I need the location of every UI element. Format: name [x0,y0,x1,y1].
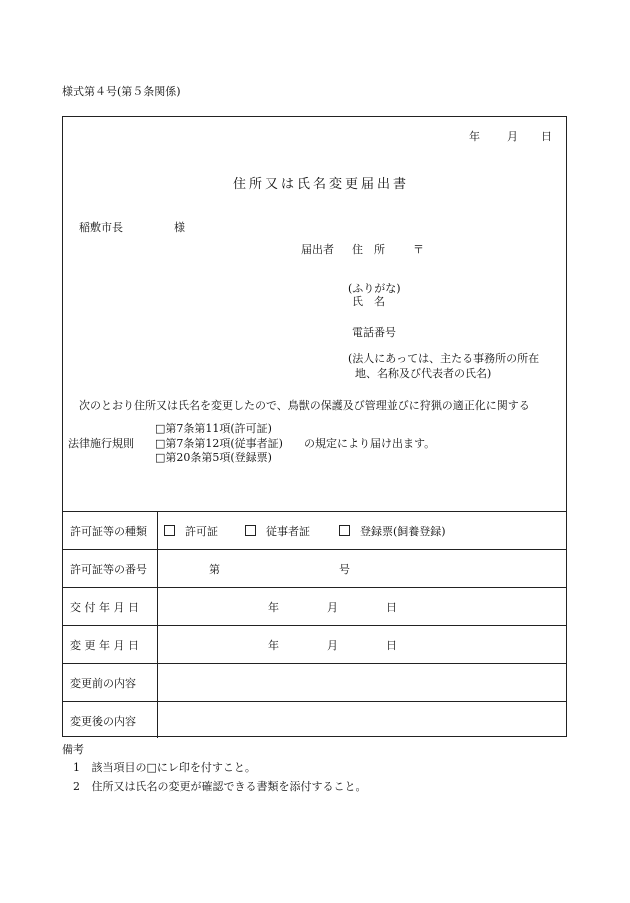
notes-heading: 備考 [62,743,84,756]
addressee-honorific: 様 [174,221,185,234]
issue-date-label: 交 付 年 月 日 [70,601,139,614]
permit-type-option-registration[interactable]: 登録票(飼養登録) [339,523,446,539]
statement-line1: 次のとおり住所又は氏名を変更したので、鳥獣の保護及び管理並びに狩猟の適正化に関する [79,399,530,412]
permit-number-suffix: 号 [339,563,350,576]
date-year-label: 年 [469,130,480,143]
corporate-note-line1: (法人にあっては、主たる事務所の所在 [348,352,540,365]
phone-label: 電話番号 [352,326,396,339]
note-text: 該当項目の□にレ印を付すこと。 [91,761,256,774]
change-date-month: 月 [327,639,338,652]
furigana-label: (ふりがな) [348,282,401,295]
date-month-label: 月 [507,130,518,143]
issue-date-day: 日 [386,601,397,614]
table-rule [63,625,566,626]
postal-mark: 〒 [413,243,424,256]
form-frame [62,116,567,737]
change-date-day: 日 [386,639,397,652]
table-rule [63,701,566,702]
checkbox-icon[interactable] [164,525,175,536]
note-number: 1 [73,761,80,774]
note-text: 住所又は氏名の変更が確認できる書類を添付すること。 [91,780,367,793]
address-label: 住 所 [352,243,385,256]
table-column-divider [157,511,158,738]
permit-number-prefix: 第 [209,563,220,576]
addressee-name: 稲敷市長 [79,221,123,234]
statement-option-2[interactable]: □第7条第12項(従事者証) [155,437,283,450]
note-item-2 [73,778,367,794]
checkbox-icon[interactable] [339,525,350,536]
statement-option-3[interactable]: □第20条第5項(登録票) [155,451,272,464]
date-day-label: 日 [541,130,552,143]
corporate-note-line2: 地、名称及び代表者の氏名) [355,367,492,380]
checkbox-icon[interactable] [245,525,256,536]
form-number-label: 様式第４号(第５条関係) [62,85,181,98]
permit-type-label: 許可証等の種類 [70,525,147,538]
after-content-label: 変更後の内容 [70,715,136,728]
before-content-label: 変更前の内容 [70,677,136,690]
issue-date-year: 年 [268,601,279,614]
table-rule [63,587,566,588]
table-top-rule [63,511,566,512]
note-item-1 [73,759,256,775]
table-rule [63,663,566,664]
table-rule [63,549,566,550]
change-date-year: 年 [268,639,279,652]
name-label: 氏 名 [352,295,385,308]
permit-number-label: 許可証等の番号 [70,563,147,576]
permit-type-option-permit[interactable]: 許可証 [164,523,218,539]
statement-law-name: 法律施行規則 [68,437,134,450]
permit-type-option-worker[interactable]: 従事者証 [245,523,310,539]
statement-suffix: の規定により届け出ます。 [304,437,436,450]
issue-date-month: 月 [327,601,338,614]
change-date-label: 変 更 年 月 日 [70,639,139,652]
note-number: 2 [73,780,80,793]
statement-option-1[interactable]: □第7条第11項(許可証) [155,422,272,435]
applicant-label: 届出者 [301,243,334,256]
form-title: 住所又は氏名変更届出書 [233,177,410,192]
